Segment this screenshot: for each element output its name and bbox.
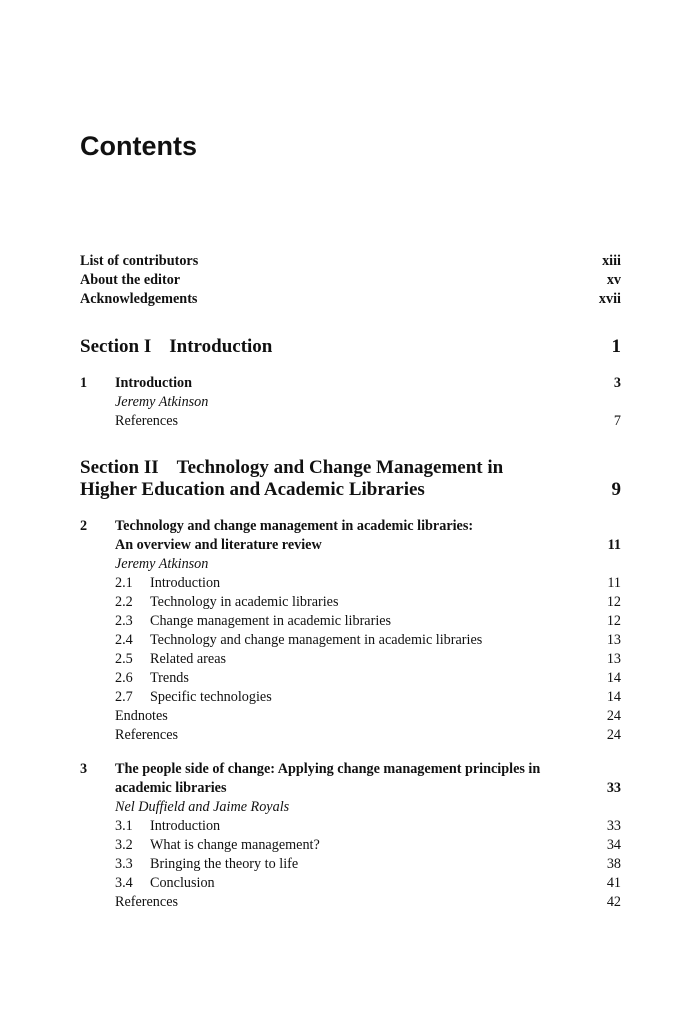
toc-subentry[interactable]: [115, 631, 621, 650]
chapter-author: Jeremy Atkinson: [115, 394, 209, 410]
toc-subentry[interactable]: [115, 836, 621, 855]
chapter-2-title-line2[interactable]: [115, 536, 621, 555]
toc-page: 14: [606, 689, 621, 705]
toc-subentry[interactable]: [115, 688, 621, 707]
toc-subentry[interactable]: [115, 593, 621, 612]
sub-number: 3.4: [115, 875, 133, 891]
toc-page: 33: [606, 818, 621, 834]
sub-label: Conclusion: [150, 875, 215, 891]
chapter-3-title-line1[interactable]: [115, 760, 621, 779]
sub-number: 3.3: [115, 856, 133, 872]
chapter-author: Jeremy Atkinson: [115, 556, 209, 572]
toc-page: xv: [606, 272, 621, 288]
sub-label: Technology and change management in academic libraries: [150, 632, 483, 648]
chapter-page: 11: [607, 537, 621, 553]
chapter-title: Introduction: [115, 375, 192, 391]
toc-entry-contributors[interactable]: [80, 252, 621, 271]
section-title: Introduction: [169, 336, 273, 357]
sub-number: 3.2: [115, 837, 133, 853]
chapter-title: The people side of change: Applying change management principles in: [115, 761, 541, 777]
section-label: Section I: [80, 336, 152, 357]
toc-label: References: [115, 413, 179, 429]
sub-label: Trends: [150, 670, 189, 686]
section-title: Technology and Change Management in: [176, 457, 504, 478]
section-page: 1: [611, 336, 621, 357]
toc-label: Acknowledgements: [80, 291, 198, 307]
chapter-1-title[interactable]: [115, 374, 621, 393]
toc-page: 13: [606, 651, 621, 667]
toc-entry-references[interactable]: [115, 412, 621, 431]
toc-page: 42: [606, 894, 621, 910]
sub-number: 2.4: [115, 632, 133, 648]
toc-page: xiii: [602, 253, 621, 269]
section-heading-2-line1[interactable]: [80, 456, 621, 479]
toc-page: 13: [606, 632, 621, 648]
chapter-2-title-line1[interactable]: [115, 517, 621, 536]
toc-page: 14: [606, 670, 621, 686]
toc-page: 11: [607, 575, 621, 591]
chapter-author: Nel Duffield and Jaime Royals: [115, 799, 290, 815]
toc-page: 24: [606, 727, 621, 743]
toc-subentry[interactable]: [115, 855, 621, 874]
section-page: 9: [611, 479, 621, 500]
sub-number: 2.3: [115, 613, 133, 629]
toc-label: References: [115, 894, 179, 910]
toc-page: xvii: [598, 291, 621, 307]
sub-label: Introduction: [150, 575, 221, 591]
toc-label: List of contributors: [80, 253, 199, 269]
toc-entry-references[interactable]: [115, 726, 621, 745]
toc-subentry[interactable]: [115, 669, 621, 688]
chapter-3-title-line2[interactable]: [115, 779, 621, 798]
toc-subentry[interactable]: [115, 650, 621, 669]
chapter-title: academic libraries: [115, 780, 227, 796]
page-title: Contents: [80, 131, 197, 161]
toc-page: 41: [606, 875, 621, 891]
sub-label: Change management in academic libraries: [150, 613, 392, 629]
chapter-number: 2: [80, 518, 88, 534]
toc-entry-acknowledgements[interactable]: [80, 290, 621, 309]
sub-number: 2.2: [115, 594, 133, 610]
chapter-number: 3: [80, 761, 88, 777]
sub-number: 2.6: [115, 670, 133, 686]
toc-page: 24: [606, 708, 621, 724]
toc-page: 38: [606, 856, 621, 872]
toc-subentry[interactable]: [115, 612, 621, 631]
chapter-page: 3: [613, 375, 621, 391]
section-label: Section II: [80, 457, 159, 478]
toc-label: About the editor: [80, 272, 181, 288]
sub-label: Introduction: [150, 818, 221, 834]
sub-label: Related areas: [150, 651, 227, 667]
section-title: Higher Education and Academic Libraries: [80, 479, 425, 500]
toc-entry-references[interactable]: [115, 893, 621, 912]
section-heading-1[interactable]: [80, 335, 621, 358]
toc-subentry[interactable]: [115, 817, 621, 836]
sub-label: What is change management?: [150, 837, 320, 853]
chapter-page: 33: [606, 780, 621, 796]
sub-label: Technology in academic libraries: [150, 594, 339, 610]
toc-label: Endnotes: [115, 708, 168, 724]
chapter-title: An overview and literature review: [115, 537, 322, 553]
toc-page: 7: [613, 413, 621, 429]
chapter-number: 1: [80, 375, 88, 391]
sub-number: 2.5: [115, 651, 133, 667]
toc-page: 34: [606, 837, 621, 853]
sub-label: Specific technologies: [150, 689, 272, 705]
chapter-title: Technology and change management in academic libraries:: [115, 518, 474, 534]
section-heading-2-line2[interactable]: [80, 478, 621, 501]
toc-entry-endnotes[interactable]: [115, 707, 621, 726]
toc-subentry[interactable]: [115, 874, 621, 893]
toc-page: 12: [606, 594, 621, 610]
sub-number: 2.7: [115, 689, 133, 705]
toc-entry-about-editor[interactable]: [80, 271, 621, 290]
toc-subentry[interactable]: [115, 574, 621, 593]
toc-page: 12: [606, 613, 621, 629]
sub-label: Bringing the theory to life: [150, 856, 299, 872]
toc-label: References: [115, 727, 179, 743]
sub-number: 3.1: [115, 818, 133, 834]
sub-number: 2.1: [115, 575, 133, 591]
